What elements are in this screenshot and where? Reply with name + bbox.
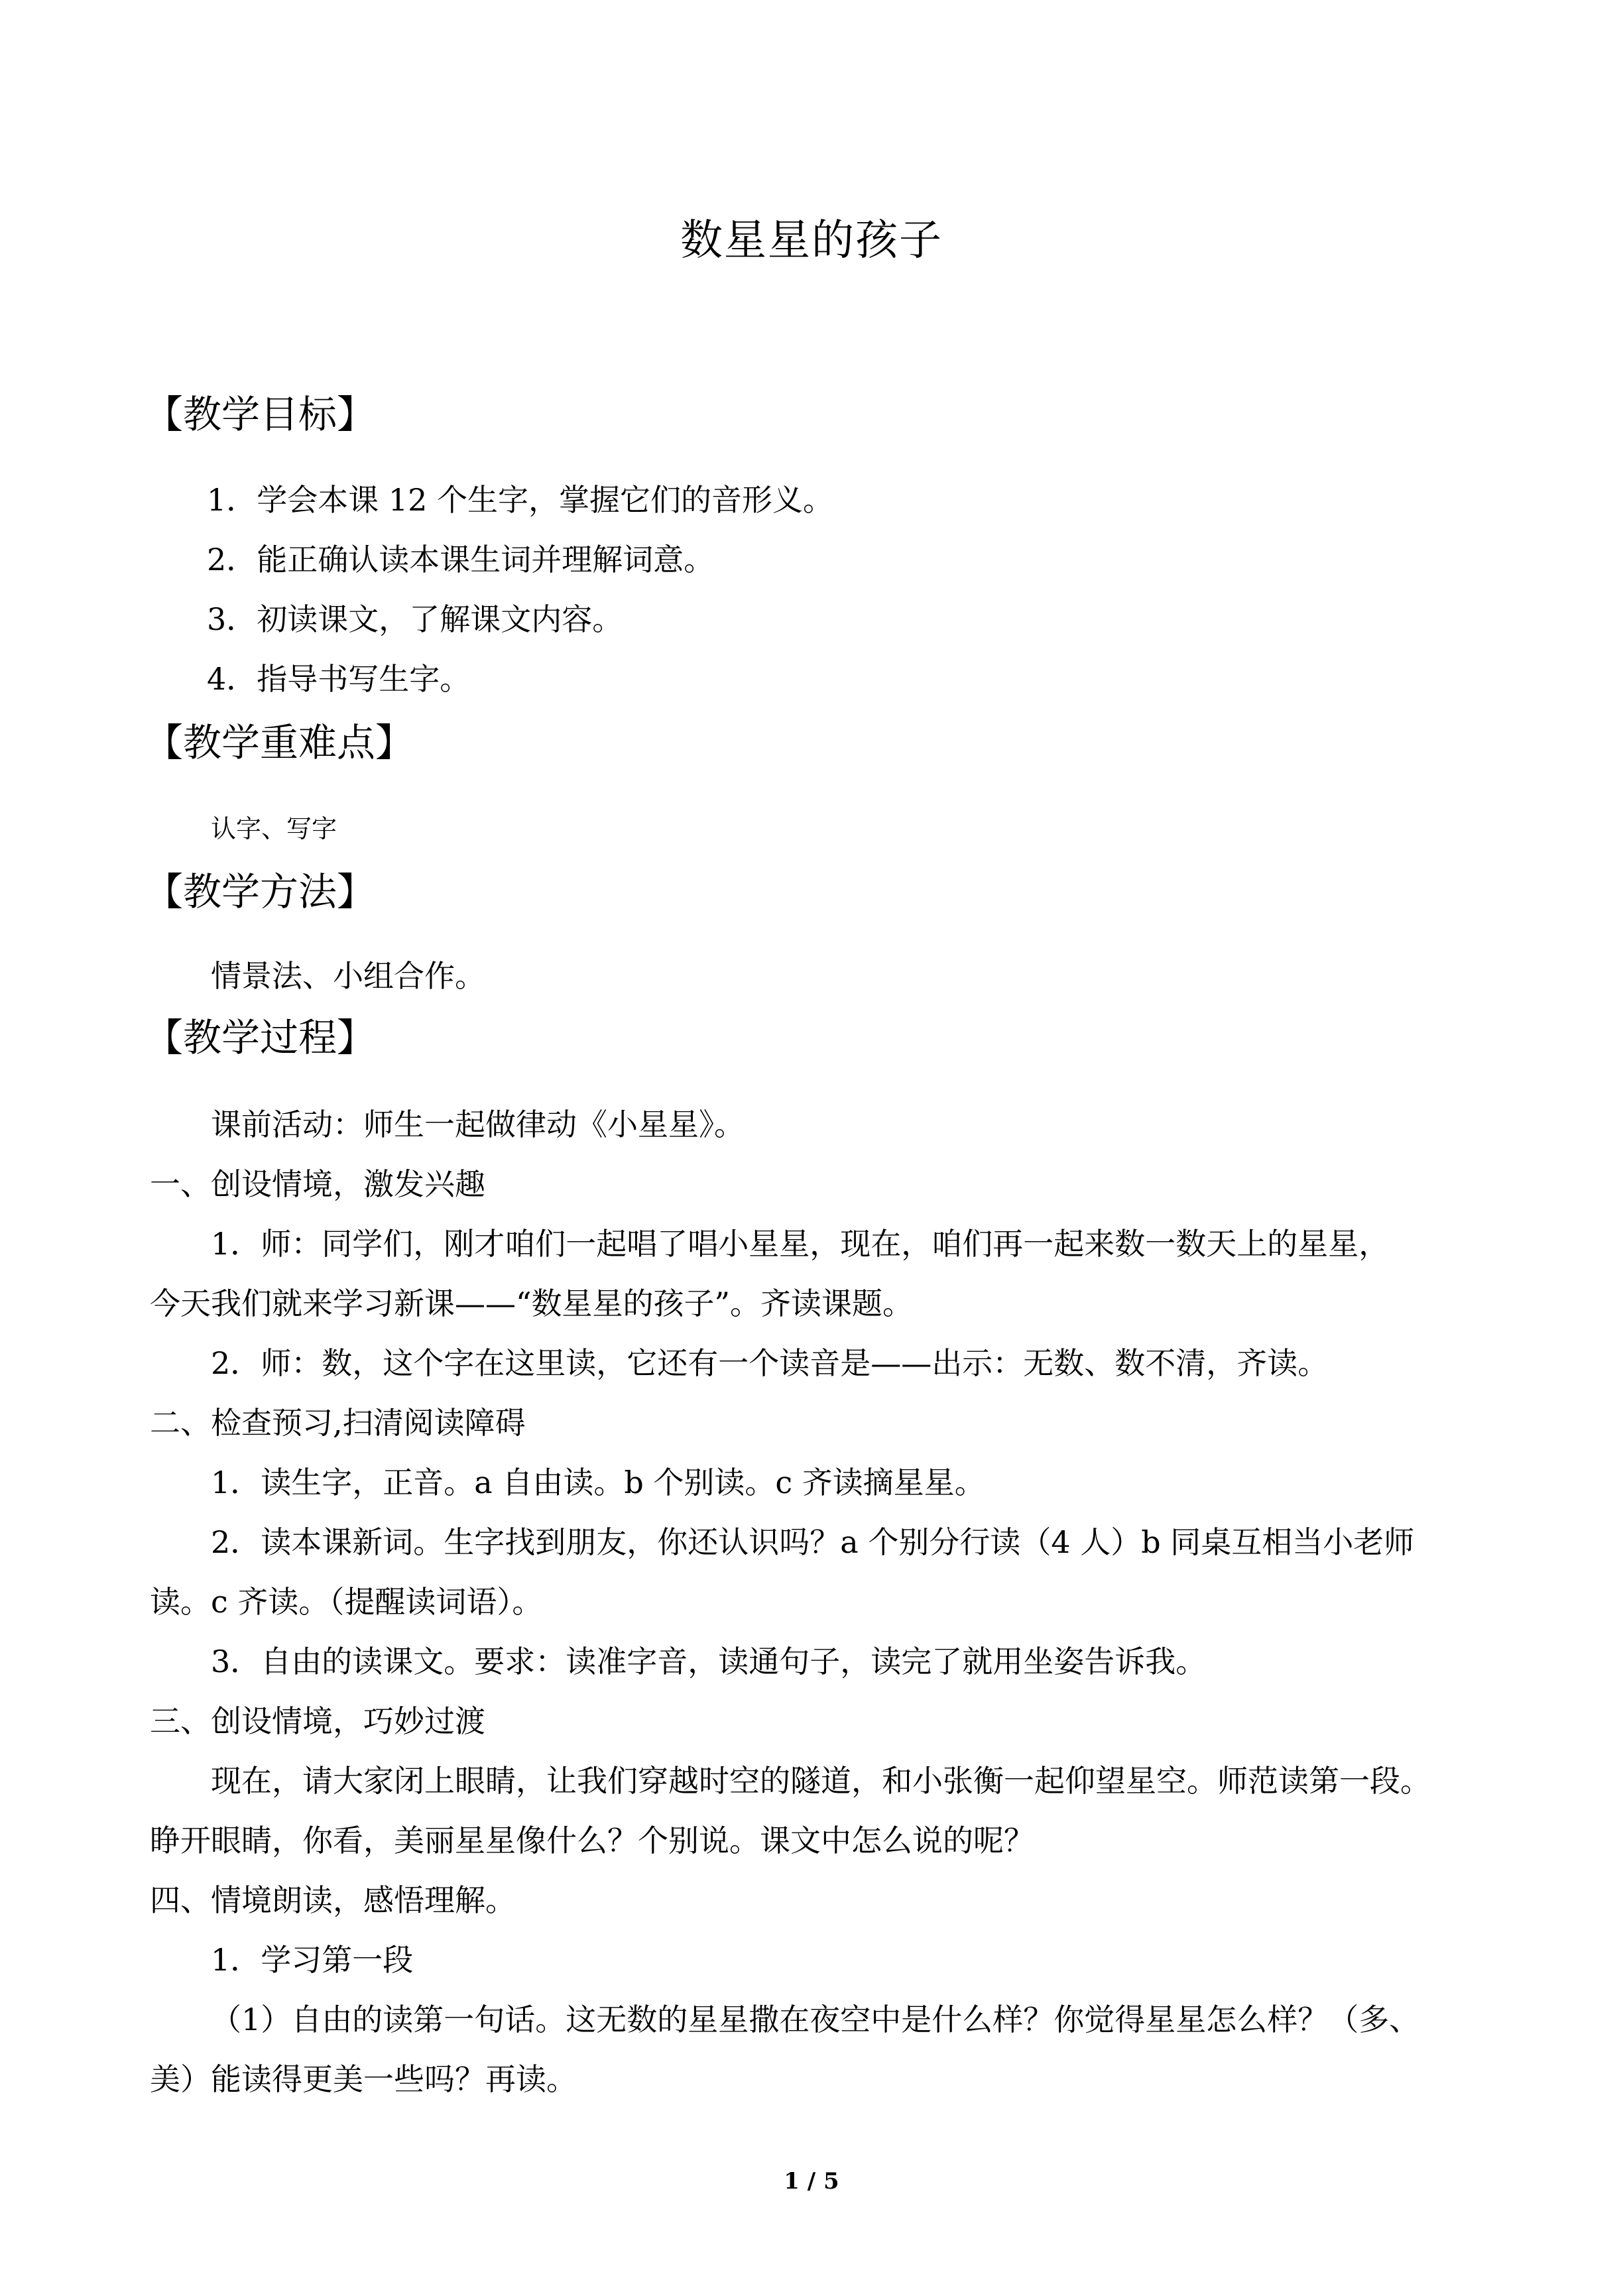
section-heading-goals: 【教学目标】 [145,392,376,437]
process-line: 1．师：同学们，刚才咱们一起唱了唱小星星，现在，咱们再一起来数一数天上的星星， [211,1226,1390,1262]
section-heading-process: 【教学过程】 [145,1015,376,1060]
page-number: 1 / 5 [784,2168,839,2195]
process-line: 2．师：数，这个字在这里读，它还有一个读音是——出示：无数、数不清，齐读。 [211,1345,1329,1381]
process-line: 1．学习第一段 [211,1942,414,1978]
goal-item: 3．初读课文，了解课文内容。 [207,601,623,637]
process-line: 美）能读得更美一些吗？再读。 [150,2061,577,2097]
process-line: 2．读本课新词。生字找到朋友，你还认识吗？a 个别分行读（4 人）b 同桌互相当小老师 [211,1524,1415,1560]
process-subheading: 三、创设情境，巧妙过渡 [150,1703,485,1739]
goal-item: 1．学会本课 12 个生字，掌握它们的音形义。 [207,482,834,518]
process-line: 课前活动：师生一起做律动《小星星》。 [211,1107,745,1142]
section-heading-key-points: 【教学重难点】 [145,720,414,765]
process-line: 睁开眼睛，你看，美丽星星像什么？个别说。课文中怎么说的呢？ [150,1823,1034,1858]
goal-item: 4．指导书写生字。 [207,661,471,697]
process-subheading: 一、创设情境，激发兴趣 [150,1166,485,1202]
process-line: 今天我们就来学习新课——“数星星的孩子”。齐读课题。 [150,1286,914,1321]
process-subheading: 四、情境朗读，感悟理解。 [150,1882,516,1918]
process-line: （1）自由的读第一句话。这无数的星星撒在夜空中是什么样？你觉得星星怎么样？（多、 [211,2002,1420,2037]
process-line: 现在，请大家闭上眼睛，让我们穿越时空的隧道，和小张衡一起仰望星空。师范读第一段。 [211,1763,1431,1799]
methods-text: 情景法、小组合作。 [211,958,485,994]
process-line: 读。c 齐读。（提醒读词语）。 [150,1584,543,1620]
process-subheading: 二、检查预习,扫清阅读障碍 [150,1405,526,1441]
process-line: 3．自由的读课文。要求：读准字音，读通句子，读完了就用坐姿告诉我。 [211,1644,1207,1679]
section-heading-methods: 【教学方法】 [145,869,376,914]
key-points-text: 认字、写字 [211,814,337,843]
goal-item: 2．能正确认读本课生词并理解词意。 [207,542,715,577]
document-title: 数星星的孩子 [680,216,943,265]
process-line: 1．读生字，正音。a 自由读。b 个别读。c 齐读摘星星。 [211,1465,985,1500]
